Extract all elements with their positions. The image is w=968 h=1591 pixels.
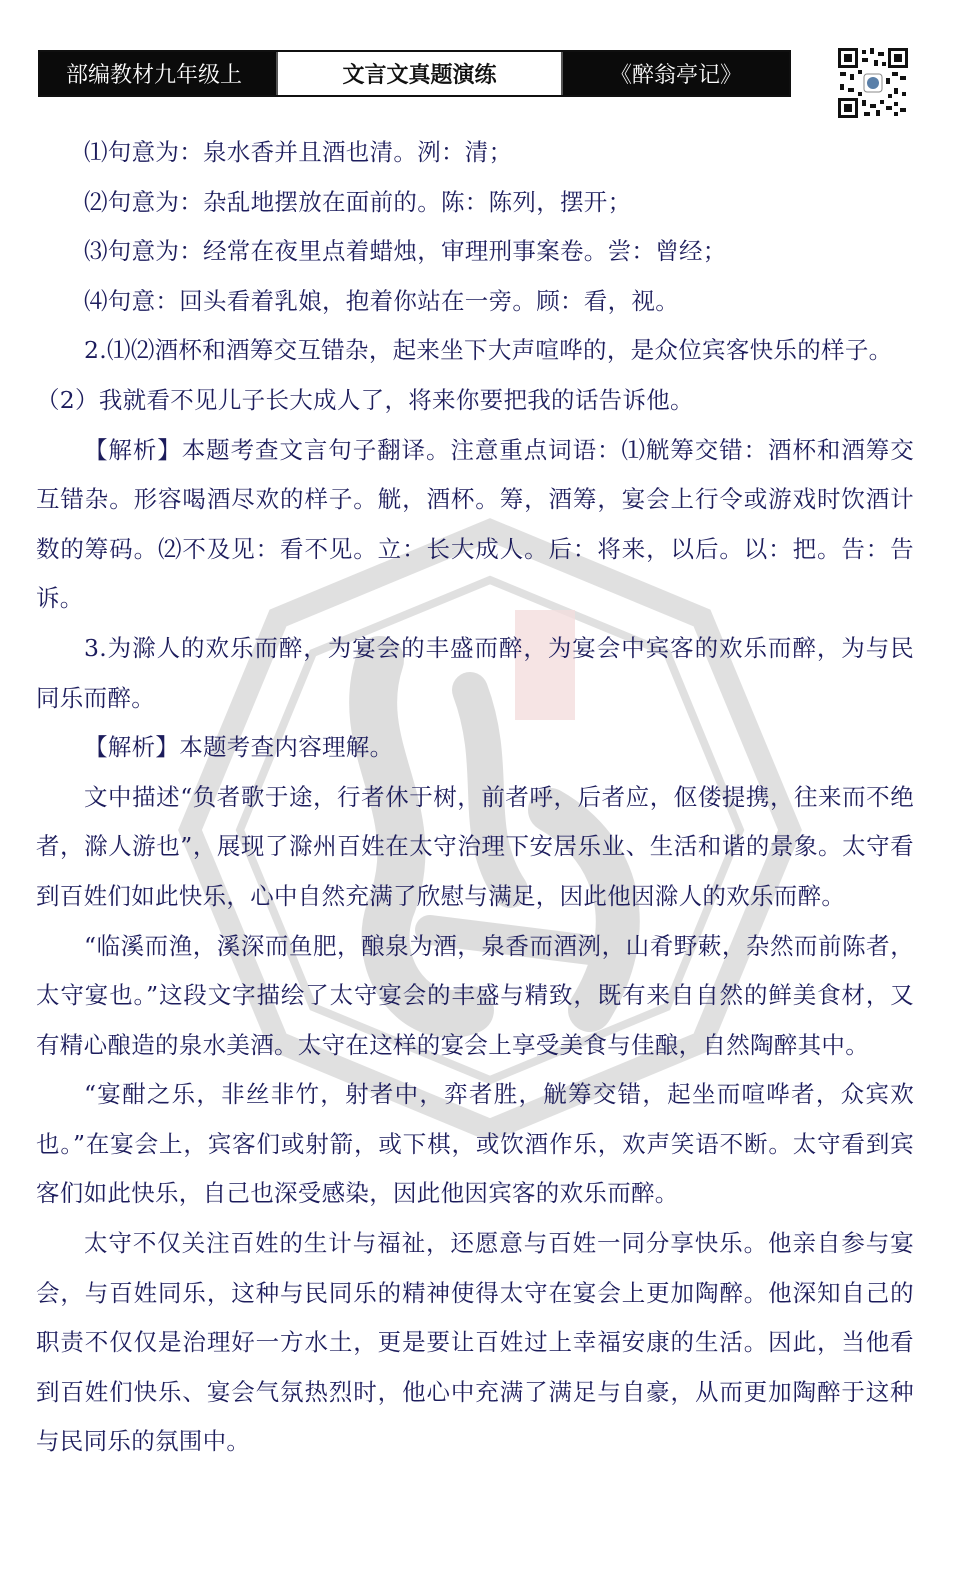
paragraph: ⑵句意为：杂乱地摆放在面前的。陈：陈列，摆开； [84, 187, 632, 216]
paragraph: 【解析】本题考查文言句子翻译。注意重点词语：⑴觥筹交错：酒杯和酒筹交互错杂。形容喝酒尽欢的样子。觥，酒杯。筹，酒筹，宴会上行令或游戏时饮酒计数的筹码。⑵不及见：看不见。立：长大成人。后：将来，以后。以：把。告：告诉。 [36, 435, 914, 613]
paragraph: 3.为滁人的欢乐而醉，为宴会的丰盛而醉，为宴会中宾客的欢乐而醉，为与民同乐而醉。 [36, 633, 914, 712]
qr-code-icon[interactable] [838, 48, 908, 118]
paragraph: “临溪而渔，溪深而鱼肥，酿泉为酒，泉香而酒洌，山肴野蔌，杂然而前陈者，太守宴也。”这段文字描绘了太守宴会的丰盛与精致，既有来自自然的鲜美食材，又有精心酿造的泉水美酒。太守在这样的宴会上享受美食与佳酿，自然陶醉其中。 [36, 931, 914, 1059]
paragraph: 2.⑴⑵酒杯和酒筹交互错杂，起来坐下大声喧哗的，是众位宾客快乐的样子。 [84, 336, 893, 365]
answer-text [36, 128, 914, 1467]
page-header [38, 50, 791, 97]
paragraph: 【解析】本题考查内容理解。 [84, 733, 394, 762]
header-title: 《醉翁亭记》 [563, 52, 789, 95]
paragraph: ⑴句意为：泉水香并且酒也清。洌：清； [84, 138, 513, 166]
paragraph: 文中描述“负者歌于途，行者休于树，前者呼，后者应，伛偻提携，往来而不绝者，滁人游也”，展现了滁州百姓在太守治理下安居乐业、生活和谐的景象。太守看到百姓们如此快乐，心中自然充满了欣慰与满足，因此他因滁人的欢乐而醉。 [36, 782, 914, 910]
paragraph: “宴酣之乐，非丝非竹，射者中，弈者胜，觥筹交错，起坐而喧哗者，众宾欢也。”在宴会上，宾客们或射箭，或下棋，或饮酒作乐，欢声笑语不断。太守看到宾客们如此快乐，自己也深受感染，因此他因宾客的欢乐而醉。 [36, 1080, 914, 1208]
paragraph: 太守不仅关注百姓的生计与福祉，还愿意与百姓一同分享快乐。他亲自参与宴会，与百姓同乐，这种与民同乐的精神使得太守在宴会上更加陶醉。他深知自己的职责不仅仅是治理好一方水土，更是要让百姓过上幸福安康的生活。因此，当他看到百姓们快乐、宴会气氛热烈时，他心中充满了满足与自豪，从而更加陶醉于这种与民同乐的氛围中。 [36, 1229, 914, 1456]
header-grade: 部编教材九年级上 [40, 52, 276, 95]
paragraph: ⑶句意为：经常在夜里点着蜡烛，审理刑事案卷。尝：曾经； [84, 237, 727, 266]
header-category: 文言文真题演练 [276, 52, 563, 95]
paragraph: （2）我就看不见儿子长大成人了，将来你要把我的话告诉他。 [36, 385, 694, 414]
paragraph: ⑷句意：回头看着乳娘，抱着你站在一旁。顾：看，视。 [84, 286, 679, 315]
